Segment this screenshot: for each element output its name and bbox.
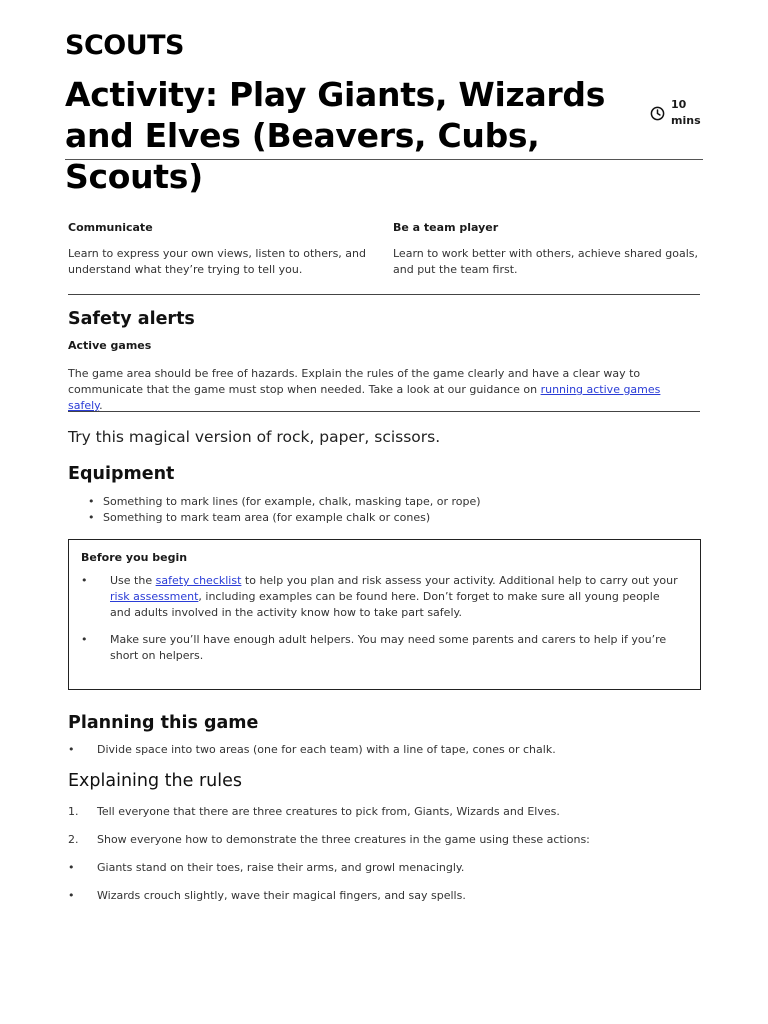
safety-heading: Safety alerts: [68, 309, 195, 329]
clock-icon: [650, 106, 665, 121]
list-item: [68, 860, 698, 876]
safety-divider: [68, 411, 700, 412]
item-text-end: , including examples can be found here. Don’t forget to make sure all young people and adults involved in the activity know how to take part safely.: [110, 590, 660, 619]
box-title: Before you begin: [81, 551, 188, 564]
list-item: [68, 832, 698, 848]
header-divider: [65, 159, 703, 160]
skill-title: Be a team player: [393, 221, 499, 234]
skill-title: Communicate: [68, 221, 153, 234]
before-you-begin-box: [68, 539, 701, 690]
list-marker: •: [68, 889, 75, 902]
list-item: • Something to mark lines (for example, chalk, masking tape, or rope): [88, 494, 481, 510]
item-text: Divide space into two areas (one for each team) with a line of tape, cones or chalk.: [97, 743, 556, 756]
bullet: •: [81, 574, 88, 587]
bullet: •: [68, 743, 75, 756]
item-text-start: Use the: [110, 574, 156, 587]
safety-text-body: The game area should be free of hazards. Explain the rules of the game clearly and have a clear way to communicate that the game must stop when needed. Take a look at our guidance on: [68, 367, 641, 396]
skill-description: Learn to work better with others, achieve shared goals, and put the team first.: [393, 247, 698, 276]
item-text: Tell everyone that there are three creatures to pick from, Giants, Wizards and Elves.: [97, 805, 560, 818]
item-text: Show everyone how to demonstrate the three creatures in the game using these actions:: [97, 833, 590, 846]
item-text: Giants stand on their toes, raise their arms, and growl menacingly.: [97, 861, 465, 874]
safety-text-end: .: [99, 399, 103, 412]
running-active-games-safely-link[interactable]: running active games safely: [68, 383, 661, 412]
skill-description: Learn to express your own views, listen to others, and understand what they’re trying to tell you.: [68, 247, 366, 276]
list-item: [68, 888, 698, 904]
list-item: [68, 804, 698, 820]
scouts-logo: SCOUTS: [65, 30, 185, 61]
item-text: Make sure you’ll have enough adult helpers. You may need some parents and carers to help if you’re short on helpers.: [110, 633, 667, 662]
list-item: [68, 742, 698, 758]
equipment-list: [88, 494, 481, 526]
item-text-middle: to help you plan and risk assess your activity. Additional help to carry out your: [241, 574, 678, 587]
item-text: Wizards crouch slightly, wave their magical fingers, and say spells.: [97, 889, 466, 902]
risk-assessment-link[interactable]: risk assessment: [110, 590, 199, 603]
planning-heading: Planning this game: [68, 713, 259, 733]
rules-heading: Explaining the rules: [68, 771, 243, 791]
list-marker: 2.: [68, 833, 79, 846]
duration: [650, 97, 701, 129]
list-item: • Something to mark team area (for example chalk or cones): [88, 510, 481, 526]
duration-value: 10: [671, 98, 687, 111]
list-item: [81, 573, 681, 621]
list-item: [81, 632, 681, 664]
item-text: [110, 573, 681, 621]
page-title: Activity: Play Giants, Wizards and Elves (Beavers, Cubs, Scouts): [65, 75, 606, 196]
skills-divider: [68, 294, 700, 295]
duration-unit: mins: [671, 114, 701, 127]
duration-text: [671, 97, 701, 129]
intro-text: Try this magical version of rock, paper, scissors.: [68, 428, 441, 446]
skill-team-player: [393, 220, 698, 278]
safety-text: [68, 366, 698, 414]
equipment-heading: Equipment: [68, 464, 175, 484]
safety-subheading: Active games: [68, 339, 152, 352]
safety-checklist-link[interactable]: safety checklist: [155, 574, 242, 587]
list-marker: 1.: [68, 805, 79, 818]
bullet: •: [81, 633, 88, 646]
list-marker: •: [68, 861, 75, 874]
skill-communicate: [68, 220, 373, 278]
